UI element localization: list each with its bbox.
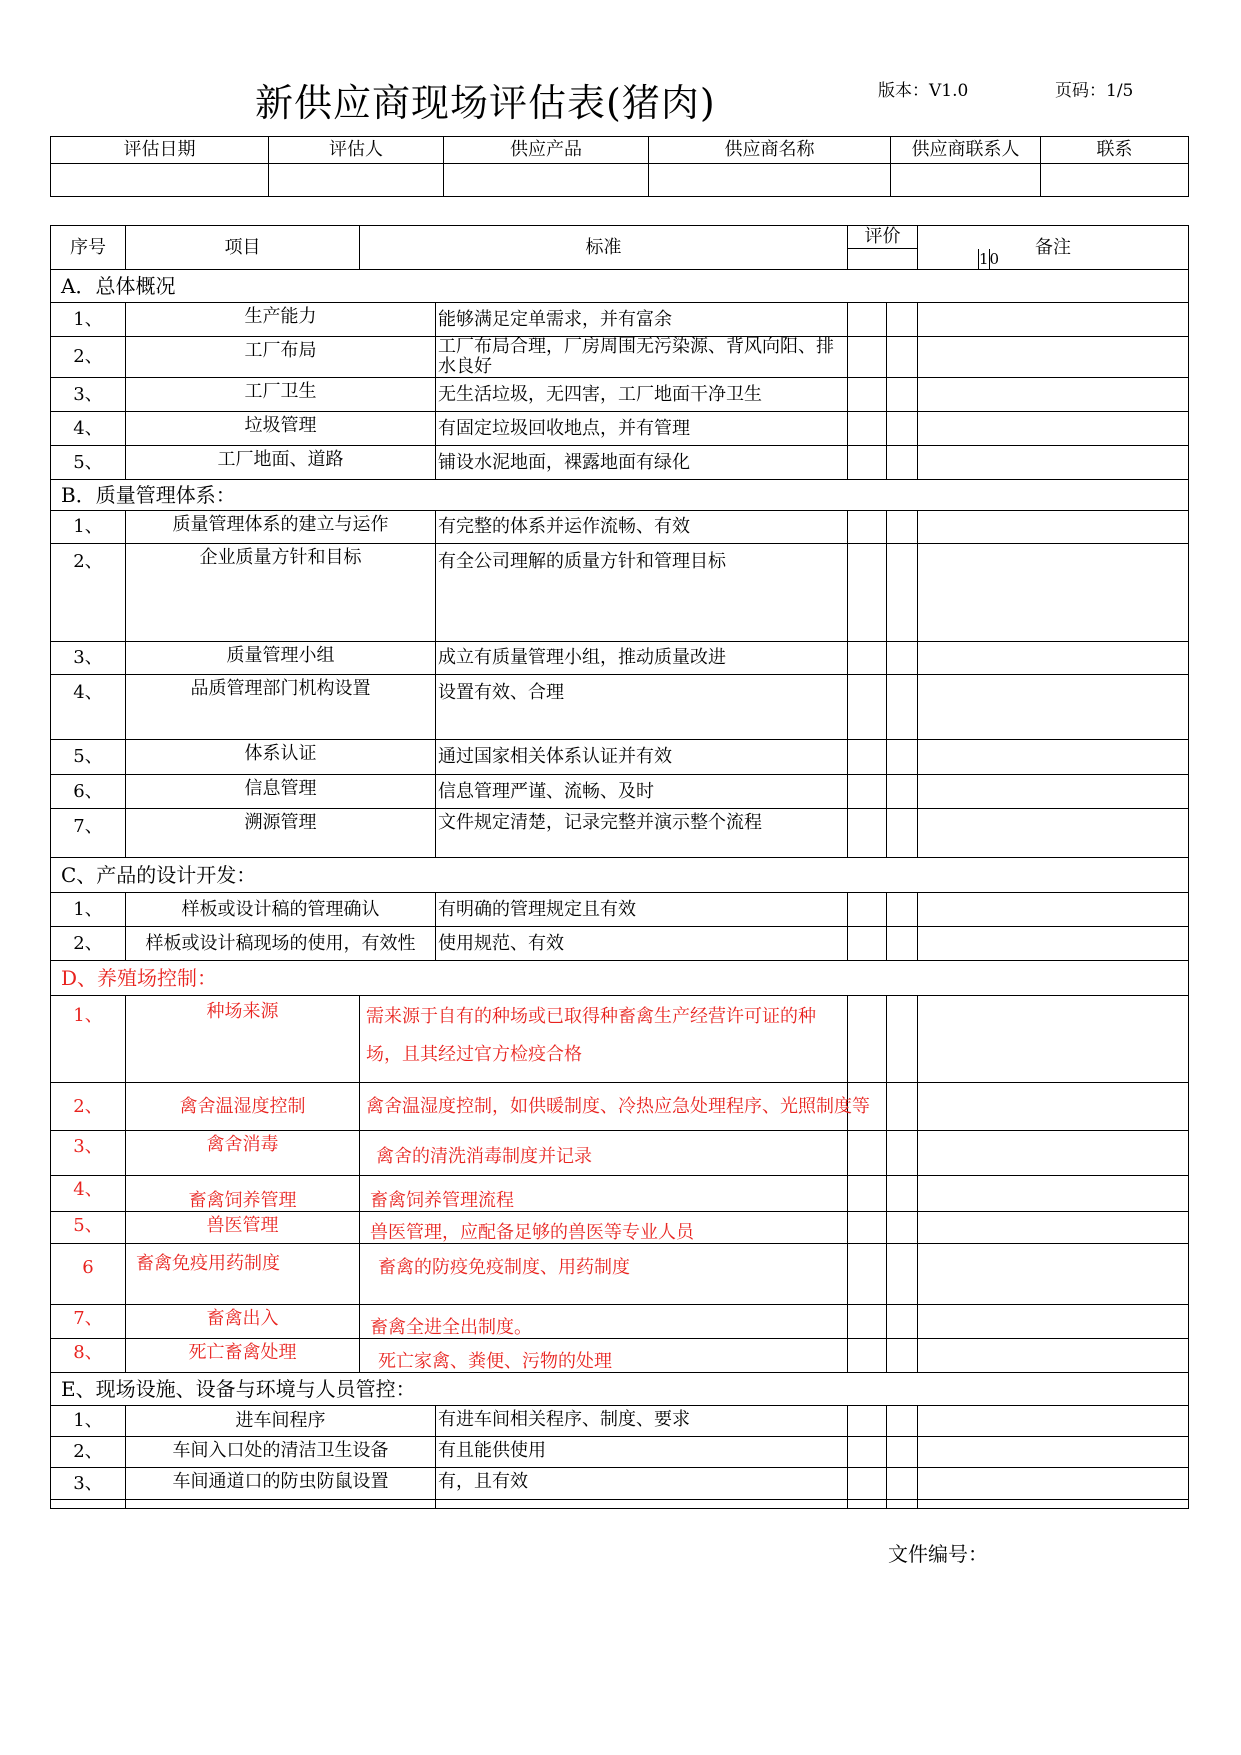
- row-standard: 使用规范、有效: [436, 927, 848, 961]
- score-0-cell[interactable]: [887, 446, 918, 480]
- row-standard: 有固定垃圾回收地点，并有管理: [436, 412, 848, 446]
- row-standard: 通过国家相关体系认证并有效: [436, 740, 848, 775]
- contact-field[interactable]: [1041, 164, 1189, 197]
- remark-cell[interactable]: [918, 1437, 1189, 1468]
- row-item: 体系认证: [126, 740, 436, 775]
- supplier-contact-field[interactable]: [891, 164, 1041, 197]
- row-standard: 铺设水泥地面，裸露地面有绿化: [436, 446, 848, 480]
- row-no: 1、: [51, 511, 126, 544]
- table-row: [51, 996, 1189, 1083]
- row-item: 样板或设计稿现场的使用，有效性: [126, 927, 436, 961]
- row-no: 7、: [51, 809, 126, 858]
- score-0-cell[interactable]: [887, 996, 918, 1083]
- header-contact: 联系: [1041, 137, 1189, 164]
- row-item: 品质管理部门机构设置: [126, 675, 436, 740]
- score-1-cell[interactable]: [848, 1406, 887, 1437]
- section-c-title: C、产品的设计开发：: [51, 858, 1189, 893]
- row-standard: 兽医管理，应配备足够的兽医等专业人员: [360, 1212, 848, 1244]
- row-item: 兽医管理: [126, 1212, 360, 1244]
- remark-cell[interactable]: [918, 1305, 1189, 1339]
- row-no: 3、: [51, 642, 126, 675]
- page-title: 新供应商现场评估表(猪肉): [255, 81, 716, 125]
- table-row: [51, 809, 1189, 858]
- row-item: 垃圾管理: [126, 412, 436, 446]
- table-row: [51, 378, 1189, 412]
- table-row: [51, 927, 1189, 961]
- row-item: 工厂卫生: [126, 378, 436, 412]
- score-1-cell[interactable]: [848, 303, 887, 337]
- row-item: 畜禽饲养管理: [126, 1176, 360, 1212]
- row-item: 企业质量方针和目标: [126, 544, 436, 642]
- row-item: 工厂布局: [126, 337, 436, 378]
- score-0-cell[interactable]: [887, 1176, 918, 1212]
- remark-cell[interactable]: [918, 927, 1189, 961]
- table-row: [51, 740, 1189, 775]
- row-item: 进车间程序: [126, 1406, 436, 1437]
- score-0-header: 0: [989, 250, 1000, 268]
- remark-cell[interactable]: [918, 809, 1189, 858]
- table-row: [51, 337, 1189, 378]
- score-0-cell[interactable]: [887, 511, 918, 544]
- remark-cell[interactable]: [918, 337, 1189, 378]
- score-1-cell[interactable]: [848, 675, 887, 740]
- score-0-cell[interactable]: [887, 1437, 918, 1468]
- remark-cell[interactable]: [918, 378, 1189, 412]
- row-standard: 禽舍的清洗消毒制度并记录: [360, 1131, 848, 1176]
- row-no: 6、: [51, 775, 126, 809]
- table-row: [51, 303, 1189, 337]
- score-1-cell[interactable]: [848, 337, 887, 378]
- table-row: [51, 511, 1189, 544]
- row-no: 7、: [51, 1305, 126, 1339]
- row-standard: 死亡家禽、粪便、污物的处理: [360, 1339, 848, 1373]
- score-1-cell[interactable]: [848, 1339, 887, 1373]
- row-item: 禽舍温湿度控制: [126, 1083, 360, 1131]
- score-1-cell[interactable]: [848, 378, 887, 412]
- score-0-cell[interactable]: [887, 337, 918, 378]
- score-0-cell[interactable]: [887, 1244, 918, 1305]
- remark-cell[interactable]: [918, 1339, 1189, 1373]
- row-standard: 畜禽的防疫免疫制度、用药制度: [360, 1244, 848, 1305]
- row-no: 2、: [51, 544, 126, 642]
- col-standard-header: 标准: [360, 226, 848, 270]
- remark-cell[interactable]: [918, 740, 1189, 775]
- row-item: 溯源管理: [126, 809, 436, 858]
- row-item: 工厂地面、道路: [126, 446, 436, 480]
- row-no: 1、: [51, 996, 126, 1083]
- row-item: 生产能力: [126, 303, 436, 337]
- score-1-cell[interactable]: [848, 893, 887, 927]
- remark-cell[interactable]: [918, 642, 1189, 675]
- row-no: 4、: [51, 1176, 126, 1212]
- section-a-title: A．总体概况: [51, 270, 1189, 303]
- score-0-cell[interactable]: [887, 1339, 918, 1373]
- remark-cell[interactable]: [918, 511, 1189, 544]
- evaluation-table: [50, 225, 1189, 1509]
- row-standard: 信息管理严谨、流畅、及时: [436, 775, 848, 809]
- score-1-cell[interactable]: [848, 927, 887, 961]
- table-row: [51, 1339, 1189, 1373]
- header-supplier-name: 供应商名称: [649, 137, 891, 164]
- row-standard: 需来源于自有的种场或已取得种畜禽生产经营许可证的种场，且其经过官方检疫合格: [360, 996, 848, 1083]
- header-evaluator: 评估人: [269, 137, 444, 164]
- row-no: 3、: [51, 378, 126, 412]
- section-e-title: E、现场设施、设备与环境与人员管控：: [51, 1373, 1189, 1406]
- header-supplier-contact: 供应商联系人: [891, 137, 1041, 164]
- remark-cell[interactable]: [918, 544, 1189, 642]
- score-1-cell[interactable]: [848, 1212, 887, 1244]
- col-no-header: 序号: [51, 226, 126, 270]
- row-no: 1、: [51, 1406, 126, 1437]
- row-item: 车间通道口的防虫防鼠设置: [126, 1468, 436, 1500]
- row-standard: 工厂布局合理，厂房周围无污染源、背风向阳、排水良好: [436, 337, 848, 378]
- header-product: 供应产品: [444, 137, 649, 164]
- score-1-cell[interactable]: [848, 1468, 887, 1500]
- table-row: [51, 412, 1189, 446]
- row-no: 5、: [51, 1212, 126, 1244]
- remark-cell[interactable]: [918, 1468, 1189, 1500]
- table-row-trailing: [51, 1500, 1189, 1509]
- row-no: 2、: [51, 927, 126, 961]
- row-no: 1、: [51, 303, 126, 337]
- row-standard: 有且能供使用: [436, 1437, 848, 1468]
- score-1-cell[interactable]: [848, 412, 887, 446]
- row-item: 质量管理小组: [126, 642, 436, 675]
- remark-cell[interactable]: [918, 1083, 1189, 1131]
- score-1-cell[interactable]: [848, 740, 887, 775]
- score-0-cell[interactable]: [887, 809, 918, 858]
- score-0-cell[interactable]: [887, 1468, 918, 1500]
- table-row: [51, 893, 1189, 927]
- table-row: [51, 1244, 1189, 1305]
- score-0-cell[interactable]: [887, 775, 918, 809]
- row-no: 4、: [51, 412, 126, 446]
- score-0-cell[interactable]: [887, 1212, 918, 1244]
- row-no: 1、: [51, 893, 126, 927]
- row-standard: 能够满足定单需求，并有富余: [436, 303, 848, 337]
- header-eval-date: 评估日期: [51, 137, 269, 164]
- table-row: [51, 1083, 1189, 1131]
- col-rating-header: [848, 226, 1000, 270]
- score-0-cell[interactable]: [887, 1305, 918, 1339]
- remark-cell[interactable]: [918, 1406, 1189, 1437]
- remark-cell[interactable]: [918, 996, 1189, 1083]
- score-0-cell[interactable]: [887, 303, 918, 337]
- row-no: 5、: [51, 740, 126, 775]
- remark-cell[interactable]: [918, 446, 1189, 480]
- remark-cell[interactable]: [918, 1244, 1189, 1305]
- score-0-cell[interactable]: [887, 893, 918, 927]
- row-no: 8、: [51, 1339, 126, 1373]
- row-item: 死亡畜禽处理: [126, 1339, 360, 1373]
- eval-date-field[interactable]: [51, 164, 269, 197]
- row-standard: 成立有质量管理小组，推动质量改进: [436, 642, 848, 675]
- row-standard: 有全公司理解的质量方针和管理目标: [436, 544, 848, 642]
- row-no: 3、: [51, 1468, 126, 1500]
- row-no: 5、: [51, 446, 126, 480]
- row-standard: 有完整的体系并运作流畅、有效: [436, 511, 848, 544]
- score-1-cell[interactable]: [848, 1244, 887, 1305]
- row-standard: 无生活垃圾，无四害，工厂地面干净卫生: [436, 378, 848, 412]
- row-standard: 文件规定清楚，记录完整并演示整个流程: [436, 809, 848, 858]
- remark-cell[interactable]: [918, 303, 1189, 337]
- row-standard: 禽舍温湿度控制，如供暖制度、冷热应急处理程序、光照制度等: [360, 1083, 848, 1131]
- table-row: [51, 1437, 1189, 1468]
- supplier-name-field[interactable]: [649, 164, 891, 197]
- info-table: [50, 136, 1189, 197]
- remark-cell[interactable]: [918, 675, 1189, 740]
- score-0-cell[interactable]: [887, 1083, 918, 1131]
- row-item: 质量管理体系的建立与运作: [126, 511, 436, 544]
- score-0-cell[interactable]: [887, 1406, 918, 1437]
- score-1-cell[interactable]: [848, 511, 887, 544]
- score-0-cell[interactable]: [887, 927, 918, 961]
- score-0-cell[interactable]: [887, 378, 918, 412]
- remark-cell[interactable]: [918, 893, 1189, 927]
- score-1-cell[interactable]: [848, 544, 887, 642]
- table-row: [51, 1468, 1189, 1500]
- score-0-cell[interactable]: [887, 544, 918, 642]
- section-b-title: B．质量管理体系：: [51, 480, 1189, 511]
- table-row: [51, 1131, 1189, 1176]
- row-no: 6: [51, 1244, 126, 1305]
- score-1-cell[interactable]: [848, 1176, 887, 1212]
- score-1-cell[interactable]: [848, 446, 887, 480]
- score-1-cell[interactable]: [848, 809, 887, 858]
- page-label: 页码：1/5: [1055, 81, 1134, 101]
- row-standard: 有，且有效: [436, 1468, 848, 1500]
- row-standard: 畜禽饲养管理流程: [360, 1176, 848, 1212]
- row-item: 种场来源: [126, 996, 360, 1083]
- table-row: [51, 642, 1189, 675]
- table-row: [51, 1305, 1189, 1339]
- row-no: 2、: [51, 337, 126, 378]
- version-label: 版本：V1.0: [878, 81, 969, 101]
- row-item: 畜禽免疫用药制度: [126, 1244, 360, 1305]
- row-standard: 设置有效、合理: [436, 675, 848, 740]
- table-row: [51, 1406, 1189, 1437]
- remark-cell[interactable]: [918, 1212, 1189, 1244]
- remark-cell[interactable]: [918, 1131, 1189, 1176]
- score-0-cell[interactable]: [887, 740, 918, 775]
- score-1-cell[interactable]: [848, 775, 887, 809]
- row-standard: 有进车间相关程序、制度、要求: [436, 1406, 848, 1437]
- row-item: 禽舍消毒: [126, 1131, 360, 1176]
- product-field[interactable]: [444, 164, 649, 197]
- score-0-cell[interactable]: [887, 1131, 918, 1176]
- table-row: [51, 544, 1189, 642]
- row-no: 2、: [51, 1083, 126, 1131]
- row-no: 4、: [51, 675, 126, 740]
- score-1-header: 1: [979, 250, 989, 268]
- rating-label: 评价: [848, 226, 917, 249]
- table-row: [51, 775, 1189, 809]
- row-item: 车间入口处的清洁卫生设备: [126, 1437, 436, 1468]
- row-item: 样板或设计稿的管理确认: [126, 893, 436, 927]
- row-item: 畜禽出入: [126, 1305, 360, 1339]
- file-number-label: 文件编号：: [888, 1542, 988, 1566]
- score-0-cell[interactable]: [887, 412, 918, 446]
- remark-cell[interactable]: [918, 1176, 1189, 1212]
- evaluator-field[interactable]: [269, 164, 444, 197]
- row-standard: 畜禽全进全出制度。: [360, 1305, 848, 1339]
- row-item: 信息管理: [126, 775, 436, 809]
- table-row: [51, 446, 1189, 480]
- row-no: 2、: [51, 1437, 126, 1468]
- col-remark-header: 备注: [918, 226, 1189, 270]
- remark-cell[interactable]: [918, 775, 1189, 809]
- score-0-cell[interactable]: [887, 675, 918, 740]
- score-1-cell[interactable]: [848, 642, 887, 675]
- score-1-cell[interactable]: [848, 1305, 887, 1339]
- col-item-header: 项目: [126, 226, 360, 270]
- row-no: 3、: [51, 1131, 126, 1176]
- score-1-cell[interactable]: [848, 1437, 887, 1468]
- remark-cell[interactable]: [918, 412, 1189, 446]
- table-row: [51, 1176, 1189, 1212]
- row-standard: 有明确的管理规定且有效: [436, 893, 848, 927]
- score-1-cell[interactable]: [848, 996, 887, 1083]
- score-1-cell[interactable]: [848, 1131, 887, 1176]
- section-d-title: D、养殖场控制：: [51, 961, 1189, 996]
- table-row: [51, 675, 1189, 740]
- table-row: [51, 1212, 1189, 1244]
- score-0-cell[interactable]: [887, 642, 918, 675]
